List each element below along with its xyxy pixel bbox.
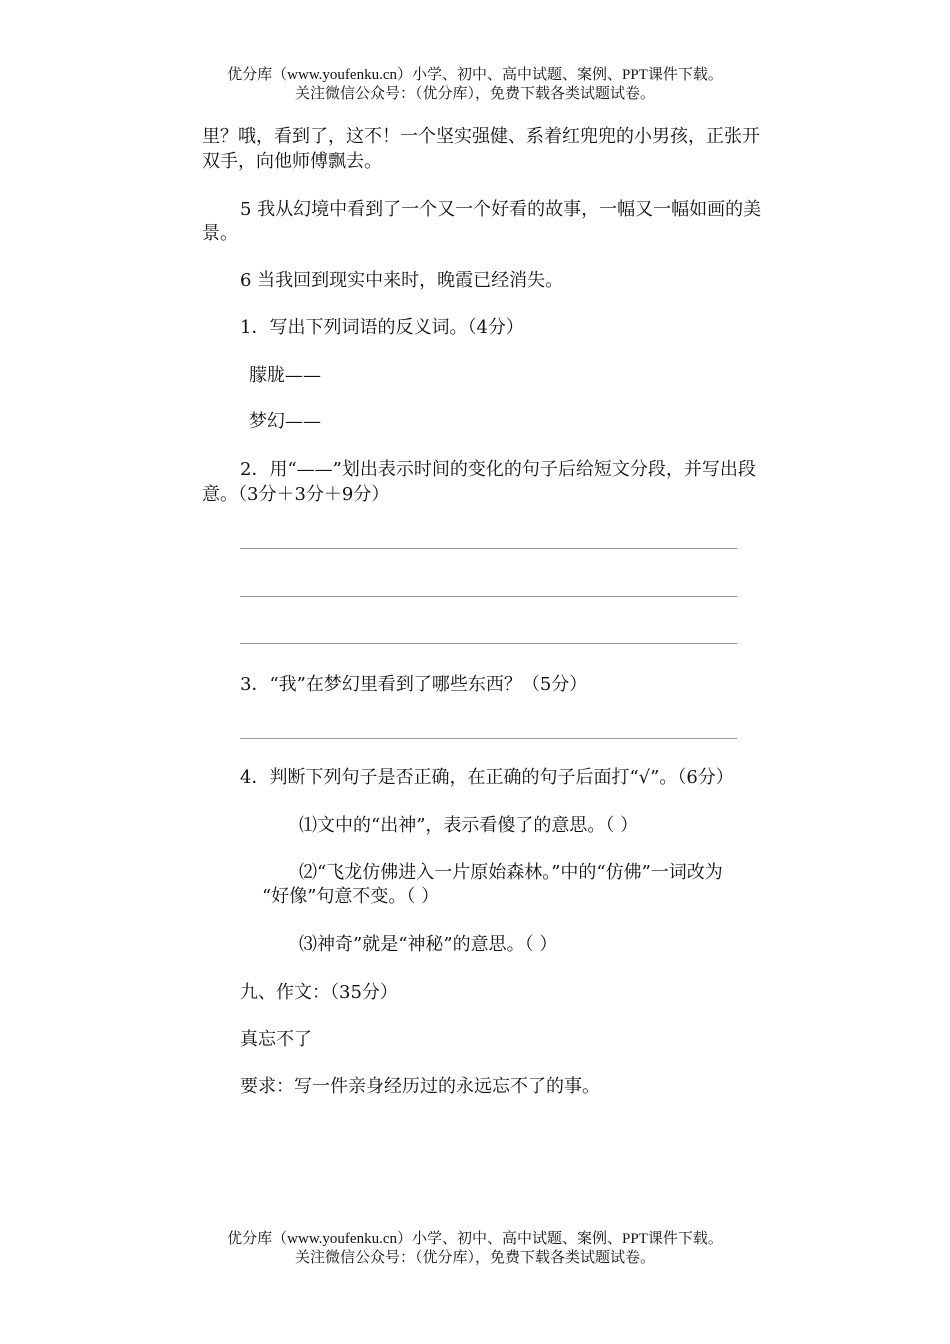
question-4-item-2-line-1: ⑵“飞龙仿佛进入一片原始森林。”中的“仿佛”一词改为 xyxy=(299,862,723,883)
question-4: 4．判断下列句子是否正确，在正确的句子后面打“√”。（6分） xyxy=(240,767,734,788)
question-2-line-1: 2．用“——”划出表示时间的变化的句子后给短文分段，并写出段 xyxy=(240,459,756,480)
header-line-1: 优分库（www.youfenku.cn）小学、初中、高中试题、案例、PPT课件下载。 xyxy=(227,67,723,83)
answer-line[interactable] xyxy=(240,596,737,597)
header-line-2: 关注微信公众号：（优分库），免费下载各类试题试卷。 xyxy=(294,86,655,102)
composition-requirement: 要求：写一件亲身经历过的永远忘不了的事。 xyxy=(240,1076,600,1097)
footer-line-2: 关注微信公众号：（优分库），免费下载各类试题试卷。 xyxy=(294,1250,655,1266)
passage-p5-line-1: 5 我从幻境中看到了一个又一个好看的故事，一幅又一幅如画的美 xyxy=(240,199,762,220)
footer-line-1: 优分库（www.youfenku.cn）小学、初中、高中试题、案例、PPT课件下载。 xyxy=(227,1231,723,1247)
question-3: 3．“我”在梦幻里看到了哪些东西？（5分） xyxy=(240,674,588,695)
answer-line[interactable] xyxy=(240,738,737,739)
question-4-item-2-line-2: “好像”句意不变。（ ） xyxy=(262,886,440,907)
page-footer xyxy=(0,1230,950,1268)
question-1-word-1: 朦胧—— xyxy=(249,365,321,386)
passage-p4-line-1: 里？哦，看到了，这不！一个坚实强健、系着红兜兜的小男孩，正张开 xyxy=(202,126,760,147)
composition-title: 真忘不了 xyxy=(240,1029,312,1050)
passage-p6: 6 当我回到现实中来时，晚霞已经消失。 xyxy=(240,270,564,291)
question-2-line-2: 意。（3分＋3分＋9分） xyxy=(202,484,390,505)
question-4-item-1: ⑴文中的“出神”，表示看傻了的意思。（ ） xyxy=(299,815,639,836)
answer-line[interactable] xyxy=(240,643,737,644)
passage-p5-line-2: 景。 xyxy=(202,223,238,244)
passage-p4-line-2: 双手，向他师傅飘去。 xyxy=(202,151,382,172)
question-1: 1．写出下列词语的反义词。（4分） xyxy=(240,317,524,338)
page-header xyxy=(0,66,950,104)
question-4-item-3: ⑶神奇”就是“神秘”的意思。（ ） xyxy=(299,934,558,955)
answer-line[interactable] xyxy=(240,548,737,549)
question-1-word-2: 梦幻—— xyxy=(249,411,321,432)
composition-heading: 九、作文：（35分） xyxy=(240,982,398,1003)
